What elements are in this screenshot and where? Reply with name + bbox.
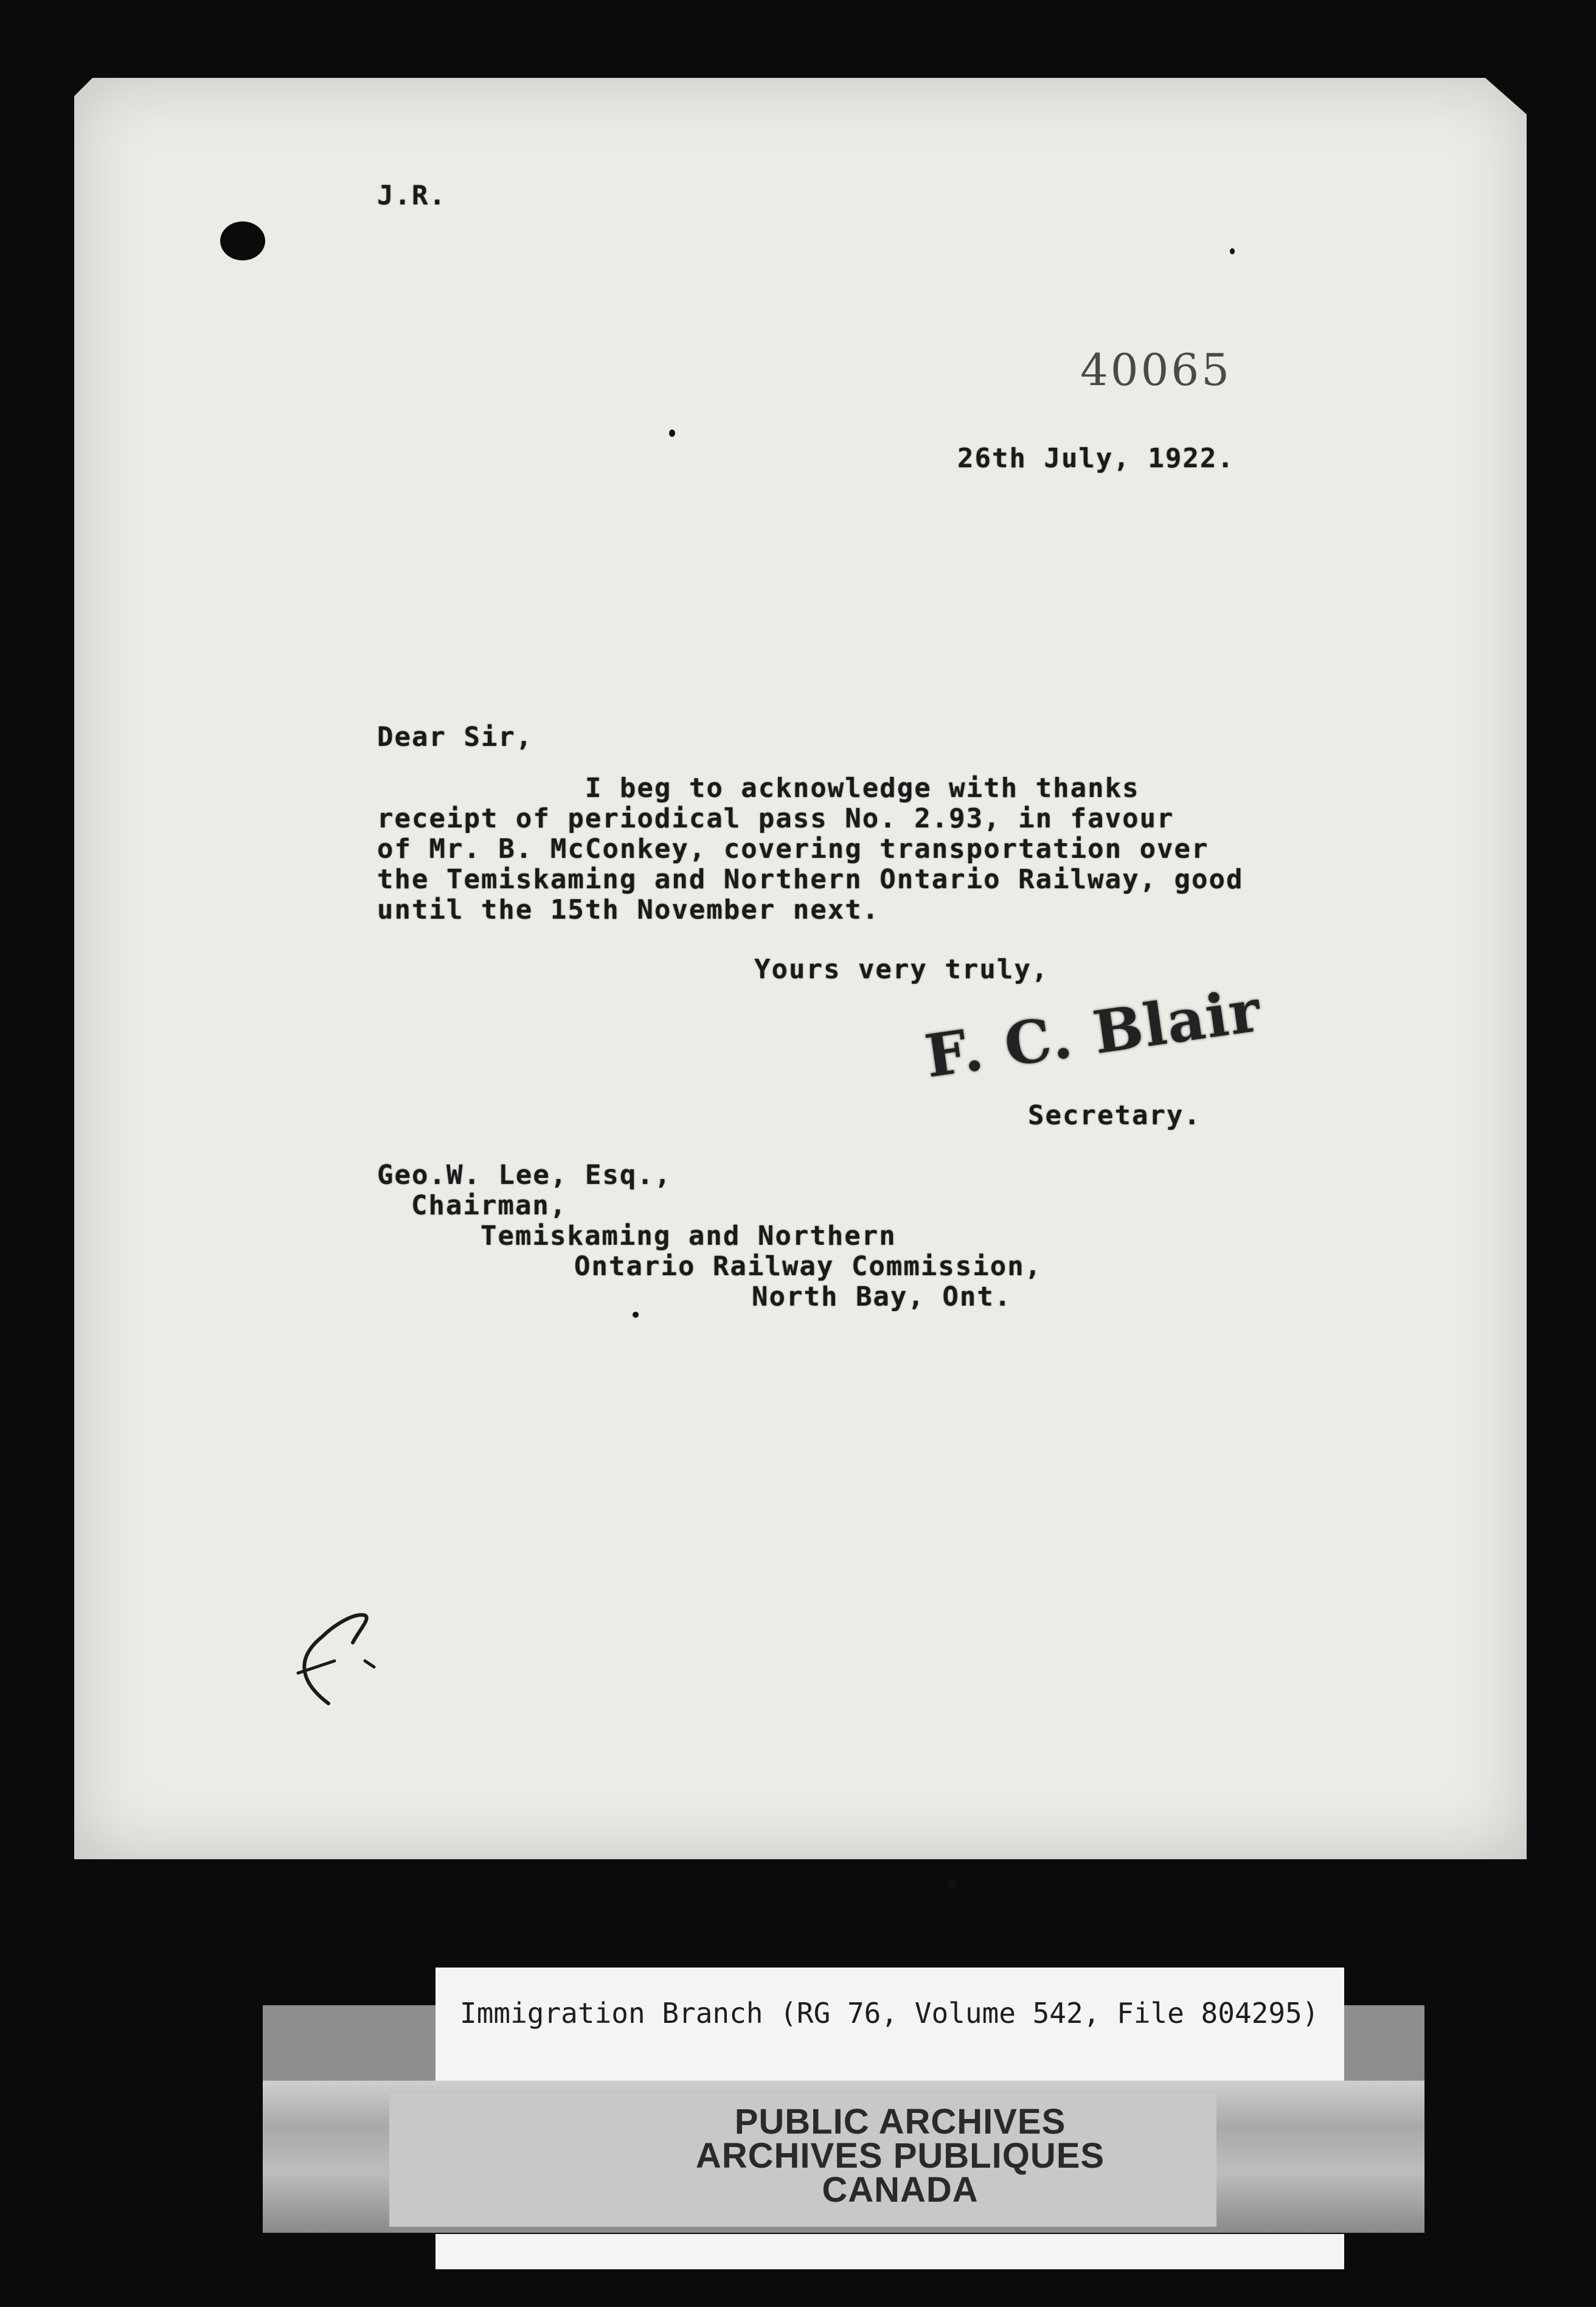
speck bbox=[948, 1880, 956, 1888]
file-number-stamp: 40065 bbox=[1080, 344, 1232, 395]
body-line: receipt of periodical pass No. 2.93, in favour bbox=[377, 803, 1174, 834]
signer-title: Secretary. bbox=[1028, 1100, 1201, 1131]
address-line: Geo.W. Lee, Esq., bbox=[377, 1160, 672, 1191]
body-line: of Mr. B. McConkey, covering transportation over bbox=[377, 833, 1209, 865]
label-bottom-strip bbox=[435, 2234, 1344, 2269]
punch-hole bbox=[220, 221, 265, 260]
speck bbox=[633, 1312, 639, 1318]
address-line: North Bay, Ont. bbox=[752, 1281, 1012, 1312]
handwritten-mark bbox=[286, 1594, 395, 1728]
address-line: Chairman, bbox=[411, 1190, 567, 1221]
stamp-line: PUBLIC ARCHIVES bbox=[734, 2102, 1066, 2142]
address-line: Temiskaming and Northern bbox=[481, 1220, 897, 1251]
stamp-line: ARCHIVES PUBLIQUES bbox=[695, 2136, 1105, 2176]
signature: F. C. Blair bbox=[921, 975, 1266, 1091]
stamp-line: CANADA bbox=[822, 2170, 979, 2210]
body-line: I beg to acknowledge with thanks bbox=[377, 773, 1140, 804]
speck bbox=[1230, 248, 1235, 254]
body-line: the Temiskaming and Northern Ontario Railway, good bbox=[377, 864, 1244, 895]
speck bbox=[669, 430, 675, 437]
archive-reference: Immigration Branch (RG 76, Volume 542, File 804295) bbox=[460, 1997, 1319, 2030]
archive-stamp bbox=[639, 2102, 1162, 2210]
initials: J.R. bbox=[377, 180, 446, 211]
letter-date: 26th July, 1922. bbox=[957, 443, 1235, 474]
body-line: until the 15th November next. bbox=[377, 894, 880, 925]
salutation: Dear Sir, bbox=[377, 722, 533, 753]
closing: Yours very truly, bbox=[754, 954, 1049, 985]
address-line: Ontario Railway Commission, bbox=[574, 1251, 1043, 1282]
